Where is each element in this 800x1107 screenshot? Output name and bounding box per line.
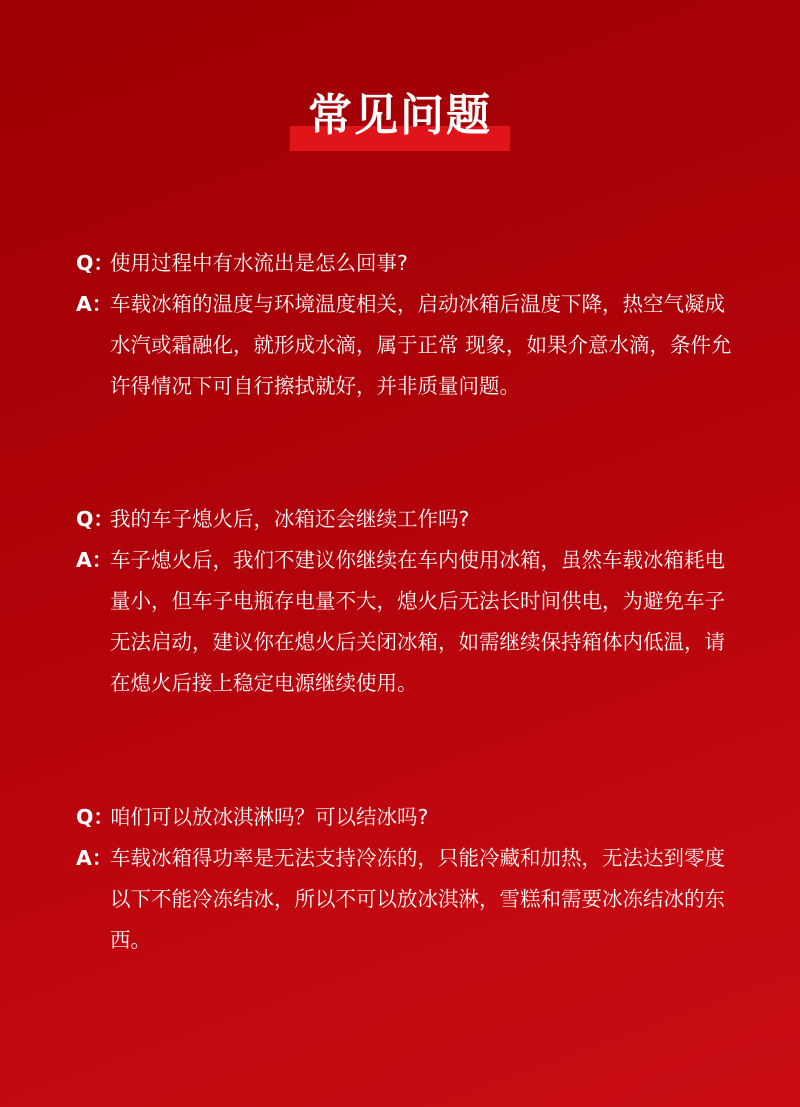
faq-answer	[76, 284, 736, 407]
faq-item-1	[76, 243, 736, 407]
faq-answer	[76, 838, 736, 961]
answer-text: 车载冰箱的温度与环境温度相关，启动冰箱后温度下降，热空气凝成水汽或霜融化，就形成水滴，属于正常 现象，如果介意水滴，条件允许得情况下可自行擦拭就好，并非质量问题。	[110, 292, 732, 398]
answer-text: 车载冰箱得功率是无法支持冷冻的，只能冷藏和加热，无法达到零度以下不能冷冻结冰，所以不可以放冰淇淋，雪糕和需要冰冻结冰的东西。	[110, 846, 725, 952]
question-text: 我的车子熄火后，冰箱还会继续工作吗?	[110, 507, 470, 531]
question-label: Q：	[76, 805, 114, 829]
answer-text: 车子熄火后，我们不建议你继续在车内使用冰箱，虽然车载冰箱耗电量小，但车子电瓶存电量不大，熄火后无法长时间供电，为避免车子无法启动，建议你在熄火后关闭冰箱，如需继续保持箱体内低温，请在熄火后接上稳定电源继续使用。	[110, 548, 725, 695]
faq-question	[76, 243, 736, 284]
question-text: 使用过程中有水流出是怎么回事?	[110, 251, 408, 275]
question-text: 咱们可以放冰淇淋吗？可以结冰吗?	[110, 805, 429, 829]
question-label: Q：	[76, 251, 114, 275]
faq-item-3	[76, 797, 736, 961]
answer-label: A：	[76, 292, 113, 316]
faq-item-2	[76, 499, 736, 704]
question-label: Q：	[76, 507, 114, 531]
faq-answer	[76, 540, 736, 704]
header	[0, 0, 800, 170]
page-title: 常见问题	[308, 90, 492, 141]
answer-label: A：	[76, 548, 113, 572]
answer-label: A：	[76, 846, 113, 870]
faq-question	[76, 499, 736, 540]
faq-question	[76, 797, 736, 838]
